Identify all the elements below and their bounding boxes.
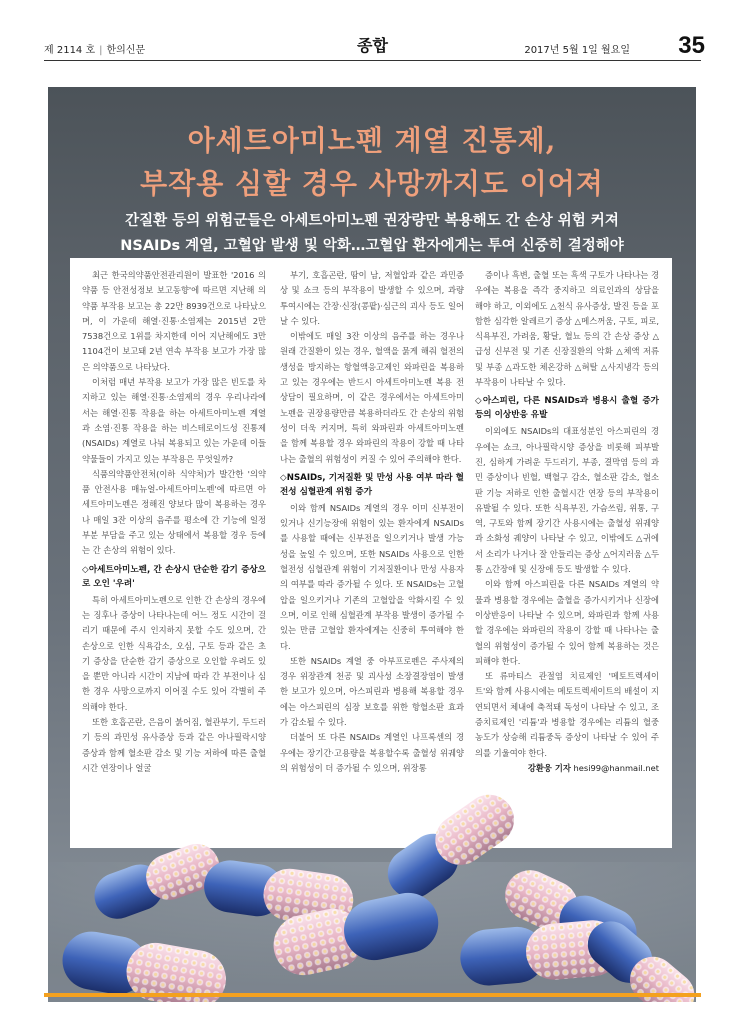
paragraph: 부기, 호흡곤란, 땀이 남, 저혈압과 같은 과민증상 및 쇼크 등의 부작용이 발생할 수 있으며, 과량 투여시에는 간장·신장(콩팥)·심근의 괴사 등도 일어날 수 있다.: [280, 270, 464, 326]
issue-number: 제 2114 호: [44, 45, 96, 56]
paragraph: 또 류마티스 관절염 치료제인 '메토트렉세이트'와 함께 사용시에는 메토트렉세이트의 배설이 지연되면서 체내에 축적돼 독성이 나타날 수 있고, 조증치료제인 '리튬'과 병용할 경우에는 리튬의 혈중농도가 상승해 리튬중독 증상이 나타날 수 있어 주의를 기울여야 한다.: [475, 671, 659, 758]
page-number: 35: [678, 32, 705, 59]
paragraph: 최근 한국의약품안전관리원이 발표한 '2016 의약품 등 안전성정보 보고동향'에 따르면 지난해 의약품 부작용 보고는 총 22만 8939건으로 나타났으며, 이 가운데 해열·진통·소염제는 2015년 2만 7538건으로 1위를 차지한데 이어 지난해에도 3만 1104건이 보고돼 2년 연속 부작용 보고가 가장 많은 의약품으로 나타났다.: [82, 270, 266, 372]
page-header: [0, 0, 745, 60]
paragraph: 증이나 흑변, 출혈 또는 흑색 구토가 나타나는 경우에는 복용을 즉각 중지하고 의료인과의 상담을 해야 하고, 이외에도 △천식 유사증상, 발진 등을 포함한 심각한 알레르기 증상 △메스꺼움, 구토, 피로, 식욕부진, 가려움, 황달, 혈뇨 등의 간 손상 증상 △급성 신부전 및 기존 신장질환의 악화 △체액 저류 및 부종 △과도한 체온강하 △혀탈 △사지냉각 등의 부작용이 나타날 수 있다.: [475, 270, 659, 388]
paragraph: 이처럼 매년 부작용 보고가 가장 많은 빈도를 차지하고 있는 해열·진통·소염제의 경우 우리나라에서는 해열·진통 작용을 하는 아세트아미노펜 계열과 소염·진통 작용을 하는 비스테로이드성 진통제(NSAIDs) 계열로 나눠 복용되고 있는 가운데 이들 약물들이 가지고 있는 부작용은 무엇일까?: [82, 377, 266, 464]
capsules-illustration: [48, 687, 696, 1002]
byline-email: hesi99@hanmail.net: [573, 762, 659, 773]
paragraph: 또한 NSAIDs 계열 중 아부프로펜은 주사제의 경우 위장관계 천공 및 괴사성 소장결장염이 발생한 보고가 있으며, 아스피린과 병용해 복용할 경우에는 아스피린의 심장 보호를 위한 항혈소판 효과가 감소될 수 있다.: [280, 655, 464, 728]
paragraph: 이와 함께 아스피린을 다른 NSAIDs 계열의 약물과 병용할 경우에는 출혈을 증가시키거나 신장에 이상반응이 나타날 수 있으며, 와파린과 함께 사용할 경우에는 와파린의 작용이 강할 때 나타나는 출혈의 위험성이 증가될 수 있어 함께 복용하는 것은 피해야 한다.: [475, 579, 659, 666]
publication-name: 한의신문: [106, 45, 146, 56]
section-name: 종합: [357, 36, 388, 55]
article-panel: [48, 87, 696, 1002]
subheadline-line-1: 간질환 등의 위험군들은 아세트아미노펜 권장량만 복용해도 간 손상 위험 커져: [125, 213, 619, 229]
section-heading: ◇아스피린, 다른 NSAIDs과 병용시 출혈 증가 등의 이상반응 유발: [475, 396, 659, 421]
footer-accent-rule: [44, 993, 701, 997]
section-heading: ◇NSAIDs, 기저질환 및 만성 사용 여부 따라 혈전성 심혈관계 위험 증가: [280, 472, 464, 497]
byline-name: 강환웅 기자: [527, 762, 571, 773]
subheadline-line-2: NSAIDs 계열, 고혈압 발생 및 악화…고혈압 환자에게는 투여 신중히 결정해야: [120, 238, 624, 254]
paragraph: 특히 아세트아미노펜으로 인한 간 손상의 경우에는 징후나 증상이 나타나는데 어느 정도 시간이 걸리기 때문에 주시 인지하지 못할 수도 있으며, 간 손상으로 인한 식욕감소, 오심, 구토 등과 같은 초기 증상을 단순한 감기 증상으로 오인할 우려도 있을 뿐만 아니라 시간이 지남에 따라 간 부전이나 심한 경우 사망으로까지 이어질 수도 있어 각별히 주의해야 한다.: [82, 594, 266, 712]
paragraph: 식품의약품안전처(이하 식약처)가 발간한 '의약품 안전사용 매뉴얼-아세트아미노펜'에 따르면 아세트아미노펜은 정해진 양보다 많이 복용하는 경우나 매일 3잔 이상의 음주를 평소에 간 기능에 일정 부분 부담을 주고 있는 상태에서 복용할 경우 등에는 간 손상의 위험이 있다.: [82, 468, 266, 556]
paragraph: 또한 호흡곤란, 은음이 붉어짐, 혈관부기, 두드러기 등의 과민성 유사증상 등과 같은 아나필락시양 증상과 함께 혈소판 감소 및 기능 저하에 따른 출혈 시간 연장이나 얼굴: [82, 717, 266, 773]
date-line: 2017년 5월 1일 월요일: [524, 45, 630, 56]
headline-line-2: 부작용 심할 경우 사망까지도 이어져: [140, 167, 604, 200]
paragraph: 이와 함께 NSAIDs 계열의 경우 이미 신부전이 있거나 신기능장애 위험이 있는 환자에게 NSAIDs를 사용할 때에는 신부전을 일으키거나 발생 가능성을 높일 수 있으며, 또한 NSAIDs 사용으로 인한 혈전성 심혈관계 위험이 기저질환이나 만성 사용자의 여부를 따라 증가될 수 있다. 또 NSAIDs는 고혈압을 일으키거나 기존의 고혈압을 악화시킬 수 있으며, 이로 인해 심혈관계 부작용 발생이 증가될 수 있는 만큼 고혈압 환자에게는 신중히 투여해야 한다.: [280, 502, 464, 651]
paragraph: 이외에도 NSAIDs의 대표성분인 아스피린의 경우에는 쇼크, 아나필락시양 증상을 비롯해 피부발진, 심하게 가려운 두드러기, 부종, 결막염 등의 과민 증상이나 빈혈, 백혈구 감소, 혈소판 감소, 혈소판 기능 저하로 인한 출혈시간 연장 등의 부작용이 유발될 수 있다. 또한 식욕부진, 가슴쓰림, 위통, 구역, 구토와 함께 장기간 사용시에는 출혈성 위궤양과 소화성 궤양이 나타날 수 있고, 이밖에도 △귀에서 소리가 나거나 잘 안들리는 증상 △어지러움 △두통 △간장애 및 신장애 등도 발생할 수 있다.: [475, 426, 659, 575]
header-rule: [44, 60, 701, 61]
separator: |: [99, 45, 103, 56]
section-heading: ◇아세트아미노펜, 간 손상시 단순한 감기 증상으로 오인 '우려': [82, 564, 266, 589]
paragraph: 더불어 또 다른 NSAIDs 계열인 나프록센의 경우에는 장기간·고용량을 복용할수록 출혈성 위궤양의 위험성이 더 증가될 수 있으며, 위장통: [280, 732, 464, 773]
headline-line-1: 아세트아미노펜 계열 진통제,: [187, 124, 557, 157]
paragraph: 이밖에도 매일 3잔 이상의 음주를 하는 경우나 원래 간질환이 있는 경우, 혈액을 묽게 해줘 혈전의 생성을 방지하는 항혈액응고제인 와파린을 복용하고 있는 경우에는 반드시 아세트아미노펜 복용 전 상담이 필요하며, 이 같은 경우에서는 아세트아미노펜을 권장용량만큼 복용하더라도 간 손상의 위험성이 더욱 커지며, 특히 와파린과 아세트아미노펜을 함께 복용할 경우 와파린의 작용이 강할 때 나타나는 출혈의 위험성이 커질 수 있어 주의해야 한다.: [280, 331, 464, 464]
